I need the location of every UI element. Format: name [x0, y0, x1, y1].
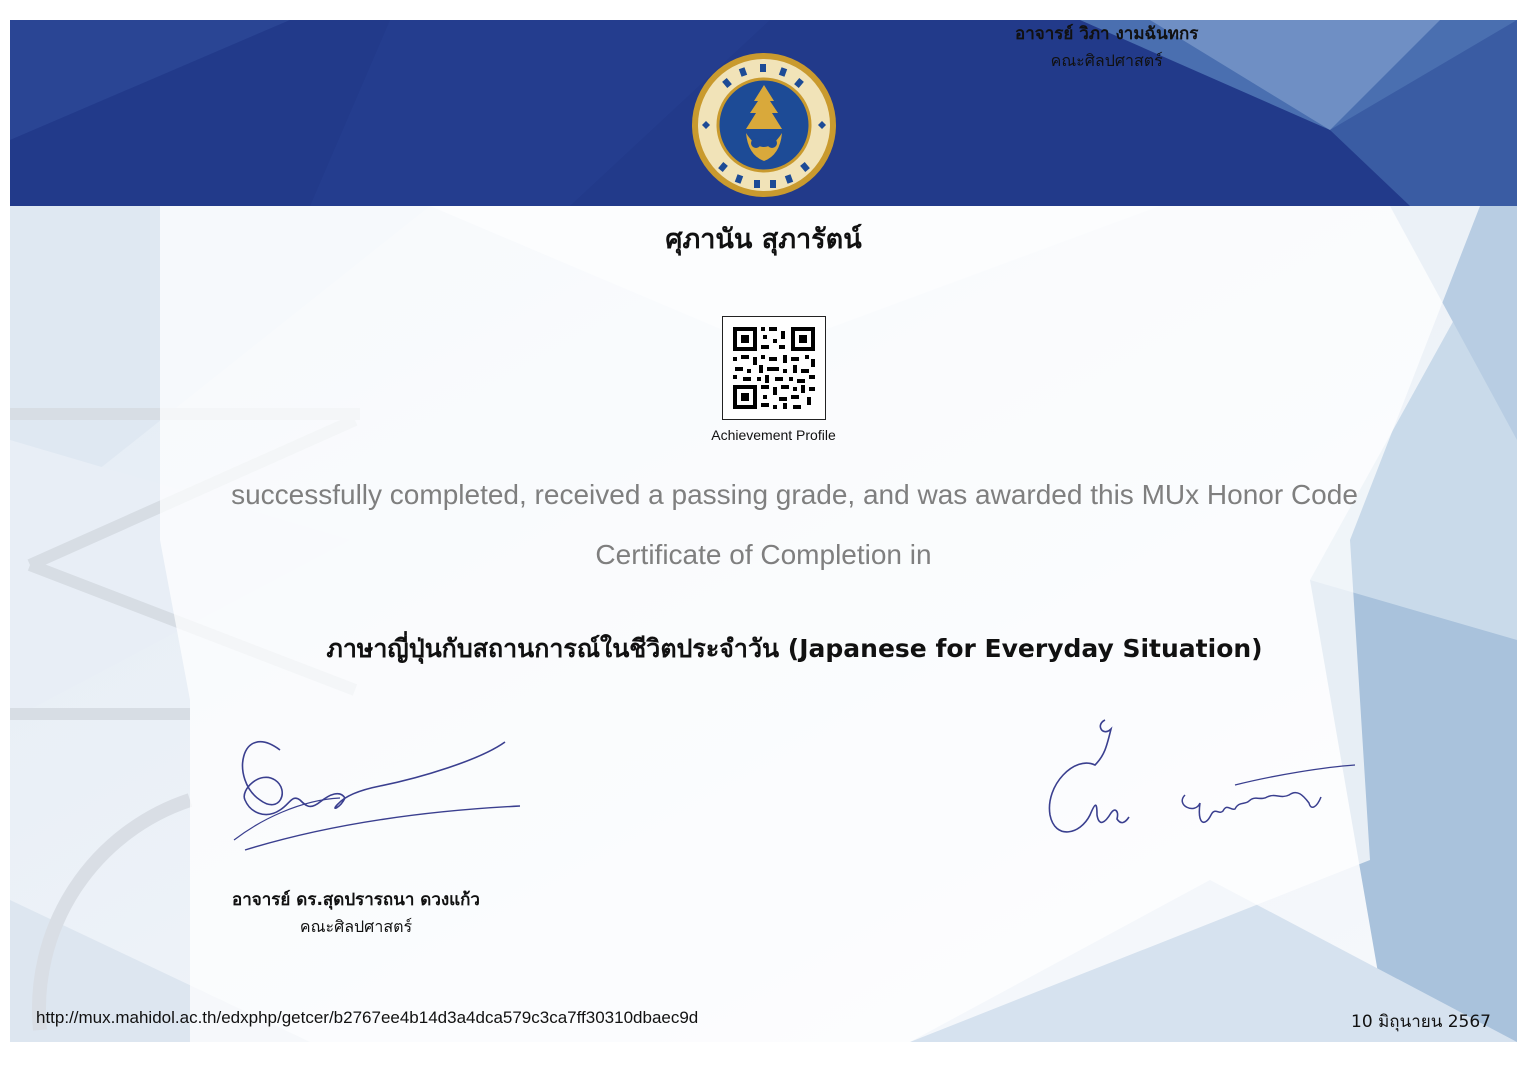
verification-url[interactable]: http://mux.mahidol.ac.th/edxphp/getcer/b2767ee4b14d3a4dca579c3ca7ff30310dbaec9d	[36, 1008, 699, 1027]
completion-statement: successfully completed, received a passing grade, and was awarded this MUx Honor Code	[231, 479, 1358, 510]
signatory-left-department: คณะศิลปศาสตร์	[299, 917, 413, 936]
mahidol-university-seal-icon	[690, 51, 838, 199]
signatory-left	[186, 886, 526, 940]
qr-code-graphic	[723, 317, 825, 419]
course-title: ภาษาญี่ปุ่นกับสถานการณ์ในชีวิตประจำวัน (Japanese for Everyday Situation)	[326, 634, 1263, 663]
recipient-name: ศุภานัน สุภารัตน์	[665, 224, 862, 255]
signatory-left-name: อาจารย์ ดร.สุดปรารถนา ดวงแก้ว	[232, 890, 480, 910]
signature-left-icon	[220, 720, 530, 860]
signatory-right	[1015, 20, 1198, 74]
certificate	[10, 20, 1517, 1042]
signature-right-icon	[1025, 715, 1365, 855]
certificate-type: Certificate of Completion in	[595, 539, 932, 570]
issue-date: 10 มิถุนายน 2567	[1351, 1012, 1491, 1032]
qr-caption: Achievement Profile	[711, 427, 836, 443]
signatory-right-name: อาจารย์ วิภา งามฉันทกร	[1015, 24, 1199, 44]
signatory-right-department: คณะศิลปศาสตร์	[1050, 51, 1163, 70]
qr-code-icon[interactable]	[722, 316, 826, 420]
